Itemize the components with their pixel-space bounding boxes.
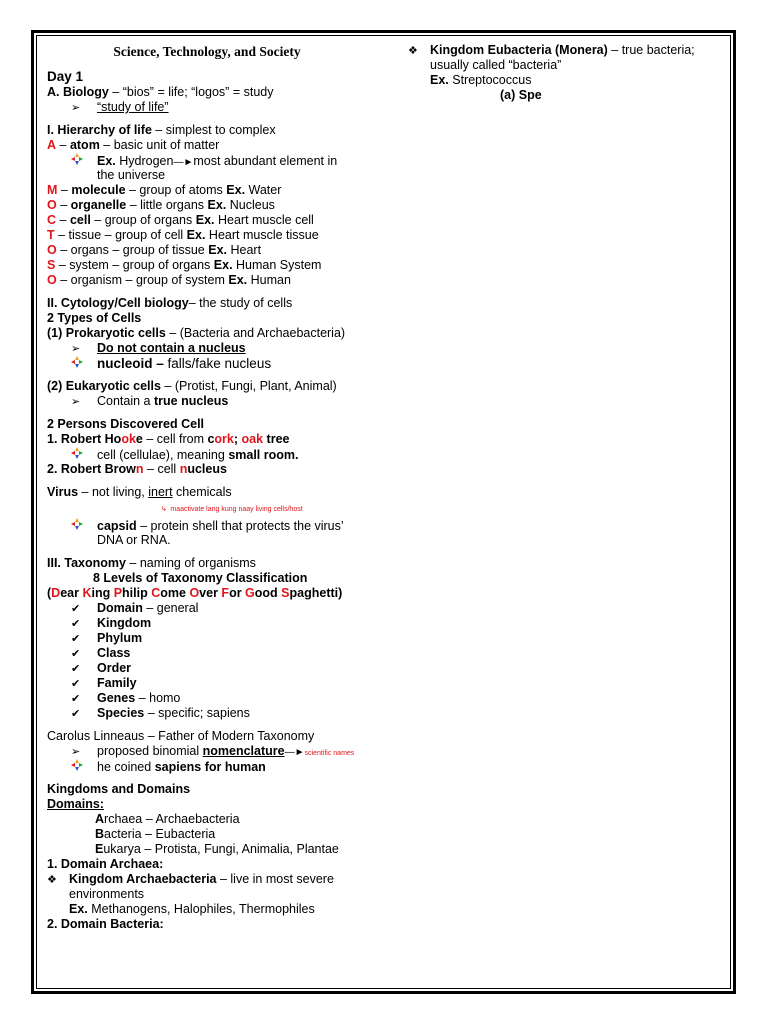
checkmark-icon: ✔ (71, 603, 81, 615)
prokaryotic-bullet-2: nucleoid – falls/fake nucleus (47, 356, 377, 371)
archaebacteria-example: Ex. Methanogens, Halophiles, Thermophiles (69, 902, 315, 916)
hierarchy-heading: I. Hierarchy of life – simplest to complex (47, 123, 276, 137)
mnemonic-segment: ( (47, 586, 52, 600)
eukaryotic-line: (2) Eukaryotic cells – (Protist, Fungi, Plant, Animal) (47, 379, 337, 393)
taxonomy-heading: III. Taxonomy – naming of organisms (47, 556, 256, 570)
eukaryotic-bullet-1: ➢ Contain a true nucleus (71, 394, 229, 408)
cytology-heading: II. Cytology/Cell biology– the study of cells (47, 296, 293, 310)
hooke-sub: cell (cellulae), meaning small room. (47, 447, 377, 462)
domain-item: Eukarya – Protista, Fungi, Animalia, Plantae (95, 842, 339, 856)
note-arrow-icon: ↳ (161, 506, 167, 513)
archaebacteria-line: ❖ Kingdom Archaebacteria – live in most severe (47, 872, 334, 886)
domain-item: Bacteria – Eubacteria (95, 827, 216, 841)
hierarchy-item: T – tissue – group of cell Ex. Heart muscle tissue (47, 228, 319, 242)
mnemonic-segment: ome (160, 586, 190, 600)
four-color-arrow-icon (71, 356, 97, 373)
mnemonic-segment: C (151, 586, 161, 600)
hierarchy-item: C – cell – group of organs Ex. Heart muscle cell (47, 213, 314, 227)
hierarchy-item: O – organelle – little organs Ex. Nucleus (47, 198, 275, 212)
arrow-right-icon: —► (173, 157, 194, 168)
mnemonic-segment: S (281, 586, 290, 600)
mnemonic-segment: ear (60, 586, 83, 600)
four-color-arrow-icon (71, 518, 97, 535)
prokaryotic-line: (1) Prokaryotic cells – (Bacteria and Archaebacteria) (47, 326, 346, 340)
mnemonic-segment: D (51, 586, 61, 600)
taxonomy-levels: 8 Levels of Taxonomy Classification (93, 571, 308, 585)
four-color-arrow-icon (71, 759, 97, 776)
biology-line: A. Biology – “bios” = life; “logos” = study (47, 85, 274, 99)
hierarchy-atom-example: Ex. Hydrogen—►most abundant element in (47, 153, 377, 168)
day-heading: Day 1 (47, 69, 84, 84)
checkmark-icon: ✔ (71, 648, 81, 660)
eubacteria-line: ❖ Kingdom Eubacteria (Monera) – true bacteria; (408, 43, 695, 57)
taxonomy-item: ✔ Phylum (71, 631, 143, 645)
taxonomy-item: ✔ Species – specific; sapiens (71, 706, 250, 720)
eubacteria-example: Ex. Streptococcus (430, 73, 532, 87)
archaebacteria-cont: environments (69, 887, 145, 901)
taxonomy-item: ✔ Family (71, 676, 137, 690)
right-column (408, 43, 718, 103)
hierarchy-atom-example-cont: the universe (97, 168, 166, 182)
mnemonic-segment: paghetti) (289, 586, 343, 600)
virus-line: Virus – not living, inert chemicals (47, 485, 232, 499)
taxonomy-item: ✔ Kingdom (71, 616, 152, 630)
brown-line: 2. Robert Brown – cell nucleus (47, 462, 227, 476)
four-color-arrow-icon (71, 153, 97, 170)
domain-archaea-heading: 1. Domain Archaea: (47, 857, 164, 871)
document-title: Science, Technology, and Society (113, 44, 301, 59)
diamond-bullet-icon: ❖ (47, 874, 57, 886)
arrowhead-bullet-icon: ➢ (71, 343, 81, 355)
diamond-bullet-icon: ❖ (408, 45, 418, 57)
domain-bacteria-heading: 2. Domain Bacteria: (47, 917, 164, 931)
discovered-heading: 2 Persons Discovered Cell (47, 417, 205, 431)
capsid-cont: DNA or RNA. (97, 533, 171, 547)
taxonomy-item: ✔ Genes – homo (71, 691, 181, 705)
mnemonic-segment: G (245, 586, 255, 600)
taxonomy-item: ✔ Class (71, 646, 131, 660)
checkmark-icon: ✔ (71, 663, 81, 675)
mnemonic-segment: K (82, 586, 92, 600)
domain-item: Archaea – Archaebacteria (95, 812, 240, 826)
mnemonic-segment: P (113, 586, 123, 600)
linneaus-line: Carolus Linneaus – Father of Modern Taxonomy (47, 729, 315, 743)
species-heading: (a) Spe (500, 88, 542, 102)
mnemonic-segment: hilip (122, 586, 152, 600)
taxonomy-mnemonic (47, 586, 377, 601)
biology-sub: ➢ “study of life” (71, 100, 169, 114)
left-column (47, 43, 377, 932)
arrowhead-bullet-icon: ➢ (71, 102, 81, 114)
arrow-right-icon: —► (284, 747, 305, 758)
hierarchy-item: M – molecule – group of atoms Ex. Water (47, 183, 282, 197)
hierarchy-atom: A – atom – basic unit of matter (47, 138, 220, 152)
mnemonic-segment: O (189, 586, 200, 600)
taxonomy-item: ✔ Order (71, 661, 132, 675)
arrowhead-bullet-icon: ➢ (71, 746, 81, 758)
hierarchy-item: O – organism – group of system Ex. Human (47, 273, 291, 287)
checkmark-icon: ✔ (71, 678, 81, 690)
mnemonic-segment: ver (199, 586, 222, 600)
hierarchy-list (47, 183, 377, 288)
domains-heading: Domains: (47, 797, 104, 811)
checkmark-icon: ✔ (71, 618, 81, 630)
mnemonic-segment: ing (91, 586, 114, 600)
hierarchy-item: O – organs – group of tissue Ex. Heart (47, 243, 262, 257)
linneaus-bullet-2: he coined sapiens for human (47, 759, 377, 774)
mnemonic-segment: F (221, 586, 230, 600)
taxonomy-list (47, 601, 377, 721)
kingdoms-heading: Kingdoms and Domains (47, 782, 191, 796)
cell-types-heading: 2 Types of Cells (47, 311, 142, 325)
linneaus-bullet-1: ➢ proposed binomial nomenclature—►scientific names (71, 744, 355, 758)
virus-note: ↳ maactivate lang kung naay living cells/host (161, 506, 303, 513)
hierarchy-item: S – system – group of organs Ex. Human System (47, 258, 322, 272)
prokaryotic-bullet-1: ➢ Do not contain a nucleus (71, 341, 246, 355)
capsid-line: capsid – protein shell that protects the virus’ (47, 518, 377, 533)
arrowhead-bullet-icon: ➢ (71, 396, 81, 408)
eubacteria-cont: usually called “bacteria” (430, 58, 562, 72)
checkmark-icon: ✔ (71, 708, 81, 720)
mnemonic-segment: ood (254, 586, 282, 600)
mnemonic-segment: or (229, 586, 246, 600)
checkmark-icon: ✔ (71, 633, 81, 645)
taxonomy-item: ✔ Domain – general (71, 601, 199, 615)
checkmark-icon: ✔ (71, 693, 81, 705)
hooke-line: 1. Robert Hooke – cell from cork; oak tree (47, 432, 290, 446)
